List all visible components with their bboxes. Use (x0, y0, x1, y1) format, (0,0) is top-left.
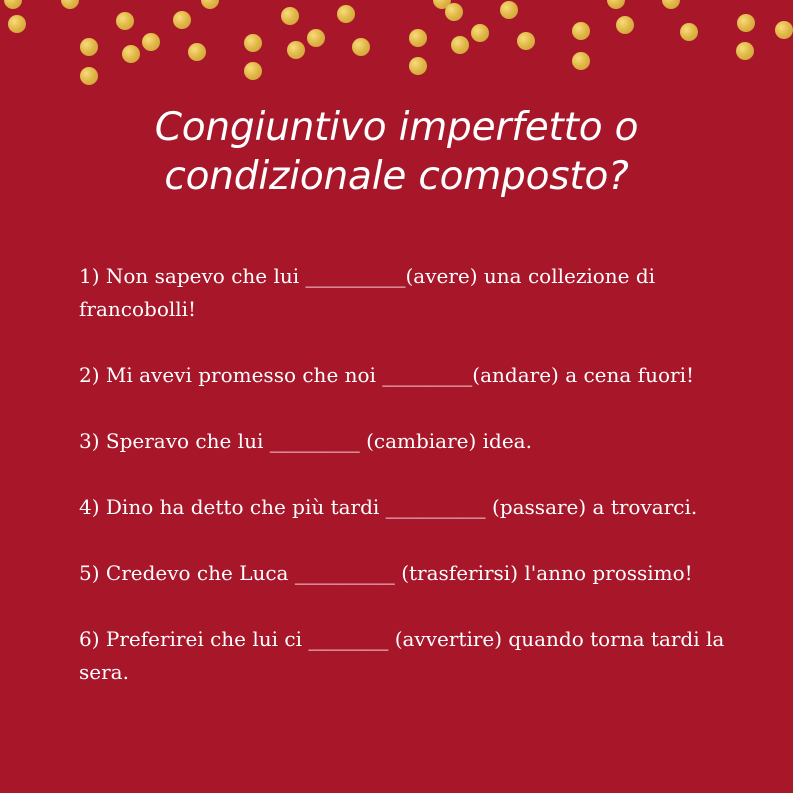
confetti-dot (4, 0, 22, 9)
confetti-dot (445, 3, 463, 21)
confetti-dot (737, 14, 755, 32)
confetti-dot (337, 5, 355, 23)
confetti-dot (572, 22, 590, 40)
confetti-dot (287, 41, 305, 59)
confetti-dot (307, 29, 325, 47)
confetti-dot (607, 0, 625, 9)
confetti-dot (500, 1, 518, 19)
confetti-dot (409, 29, 427, 47)
confetti-dot (352, 38, 370, 56)
confetti-dot (616, 16, 634, 34)
confetti-dot (188, 43, 206, 61)
confetti-dot (116, 12, 134, 30)
exercise-item-6: 6) Preferirei che lui ci ________ (avvertire) quando torna tardi la sera. (79, 627, 725, 684)
confetti-dot (680, 23, 698, 41)
confetti-dot (244, 62, 262, 80)
exercise-item-4: 4) Dino ha detto che più tardi __________ (passare) a trovarci. (79, 495, 698, 519)
confetti-dot (281, 7, 299, 25)
exercise-item-2: 2) Mi avevi promesso che noi _________(andare) a cena fuori! (79, 363, 694, 387)
exercise-item-3: 3) Speravo che lui _________ (cambiare) idea. (79, 429, 532, 453)
confetti-dot (572, 52, 590, 70)
confetti-dot (471, 24, 489, 42)
confetti-dot (61, 0, 79, 9)
confetti-dot (736, 42, 754, 60)
gold-confetti-decoration (0, 0, 793, 100)
title-line-2: condizionale composto? (164, 154, 629, 199)
confetti-dot (80, 38, 98, 56)
exercise-list (79, 260, 729, 722)
confetti-dot (409, 57, 427, 75)
confetti-dot (662, 0, 680, 9)
exercise-item-5: 5) Credevo che Luca __________ (trasferirsi) l'anno prossimo! (79, 561, 693, 585)
confetti-dot (451, 36, 469, 54)
confetti-dot (142, 33, 160, 51)
confetti-dot (775, 21, 793, 39)
confetti-dot (8, 15, 26, 33)
title-line-1: Congiuntivo imperfetto o (154, 105, 639, 150)
exercise-item-1: 1) Non sapevo che lui __________(avere) una collezione di francobolli! (79, 264, 656, 321)
confetti-dot (201, 0, 219, 9)
confetti-dot (517, 32, 535, 50)
confetti-dot (80, 67, 98, 85)
confetti-dot (122, 45, 140, 63)
page-title (0, 103, 793, 201)
confetti-dot (173, 11, 191, 29)
confetti-dot (244, 34, 262, 52)
